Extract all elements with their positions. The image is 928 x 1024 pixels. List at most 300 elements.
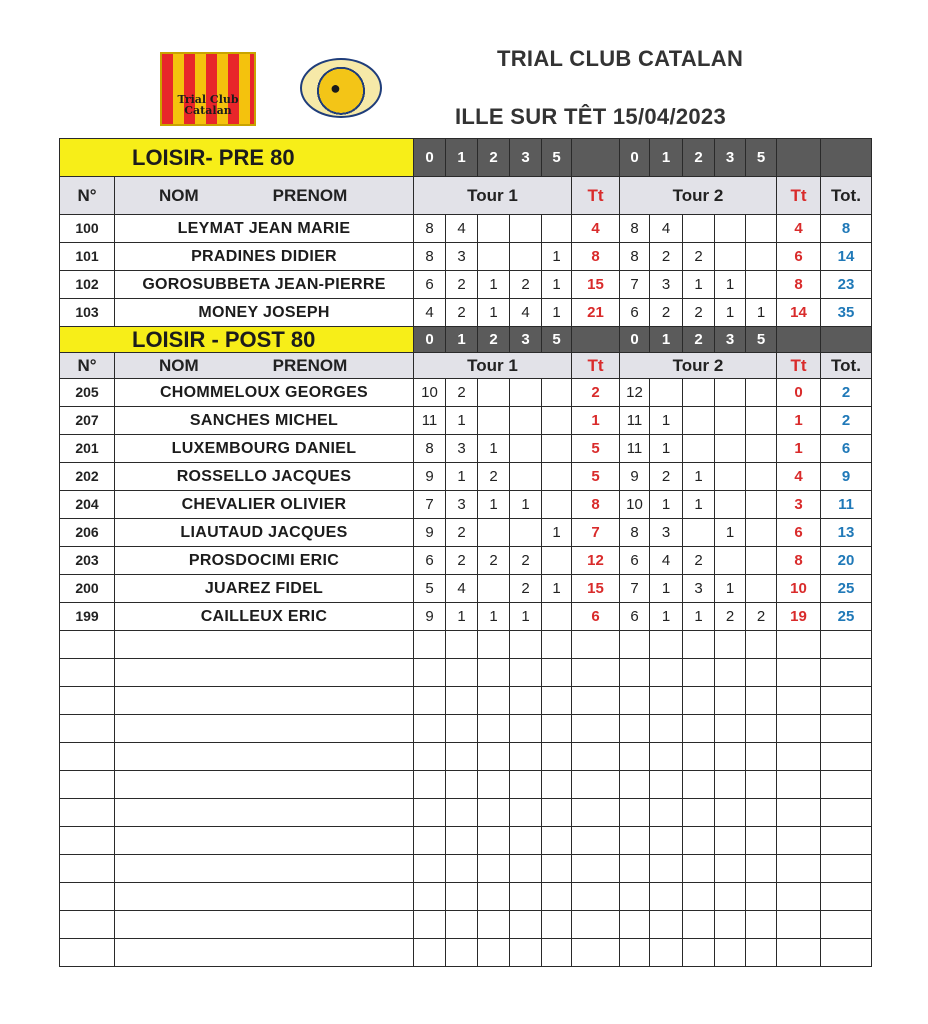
tour2-count: 3 [650, 519, 683, 547]
tour1-count: 1 [478, 271, 510, 299]
tour2-subtotal: 1 [777, 435, 821, 463]
empty-cell [542, 659, 572, 687]
penalty-scale-label: 0 [414, 327, 446, 353]
empty-cell [777, 911, 821, 939]
tour1-count: 2 [478, 463, 510, 491]
empty-cell [572, 687, 620, 715]
tour1-count [510, 463, 542, 491]
tour2-subtotal: 6 [777, 519, 821, 547]
tour2-count: 2 [683, 243, 715, 271]
rider-name: CHEVALIER OLIVIER [115, 491, 414, 519]
empty-cell [478, 743, 510, 771]
tour1-count: 11 [414, 407, 446, 435]
empty-cell [715, 659, 746, 687]
rider-name: GOROSUBBETA JEAN-PIERRE [115, 271, 414, 299]
empty-cell [446, 855, 478, 883]
tour1-count: 2 [446, 299, 478, 327]
empty-row [60, 687, 872, 715]
empty-cell [510, 799, 542, 827]
empty-cell [115, 939, 414, 967]
tour1-count: 8 [414, 215, 446, 243]
empty-cell [683, 631, 715, 659]
tour1-subtotal: 15 [572, 575, 620, 603]
rider-name: CAILLEUX ERIC [115, 603, 414, 631]
empty-cell [715, 883, 746, 911]
empty-cell [542, 687, 572, 715]
tour1-count [510, 215, 542, 243]
empty-cell [777, 771, 821, 799]
prenom-label: PRENOM [272, 356, 348, 375]
rider-row [60, 379, 872, 407]
tour1-count: 2 [510, 547, 542, 575]
empty-cell [746, 743, 777, 771]
rider-name: LIAUTAUD JACQUES [115, 519, 414, 547]
tour2-count: 10 [620, 491, 650, 519]
tour2-count [683, 435, 715, 463]
empty-cell [746, 827, 777, 855]
tour2-count [715, 407, 746, 435]
empty-cell [650, 799, 683, 827]
empty-cell [620, 659, 650, 687]
empty-cell [60, 855, 115, 883]
tour1-count [478, 575, 510, 603]
empty-cell [650, 687, 683, 715]
empty-cell [746, 771, 777, 799]
empty-cell [777, 659, 821, 687]
tour2-count [715, 491, 746, 519]
empty-cell [414, 883, 446, 911]
rider-row [60, 547, 872, 575]
tour2-count [715, 435, 746, 463]
empty-cell [821, 911, 872, 939]
tour1-count: 1 [478, 299, 510, 327]
empty-cell [60, 715, 115, 743]
empty-cell [414, 827, 446, 855]
empty-cell [510, 771, 542, 799]
empty-row [60, 743, 872, 771]
empty-cell [821, 855, 872, 883]
tour1-subtotal: 2 [572, 379, 620, 407]
rider-row [60, 271, 872, 299]
empty-row [60, 883, 872, 911]
tour1-subtotal: 4 [572, 215, 620, 243]
rider-number: 207 [60, 407, 115, 435]
tour1-count: 1 [446, 463, 478, 491]
tour1-count [542, 435, 572, 463]
empty-cell [510, 911, 542, 939]
empty-row [60, 827, 872, 855]
empty-cell [446, 659, 478, 687]
penalty-scale-label: 5 [746, 327, 777, 353]
empty-cell [715, 911, 746, 939]
tour2-count [715, 215, 746, 243]
empty-row [60, 715, 872, 743]
empty-cell [542, 799, 572, 827]
empty-cell [115, 883, 414, 911]
tour2-count: 12 [620, 379, 650, 407]
empty-cell [572, 883, 620, 911]
tour1-count: 3 [446, 491, 478, 519]
empty-cell [650, 939, 683, 967]
tour1-count: 5 [414, 575, 446, 603]
tour2-count [746, 407, 777, 435]
tour2-subtotal: 19 [777, 603, 821, 631]
rider-row [60, 491, 872, 519]
tour2-count: 1 [746, 299, 777, 327]
tour2-count: 1 [650, 575, 683, 603]
tour1-subtotal: 8 [572, 243, 620, 271]
penalty-scale-label: 3 [715, 139, 746, 177]
empty-cell [620, 911, 650, 939]
empty-cell [620, 631, 650, 659]
empty-cell [683, 743, 715, 771]
empty-cell [414, 631, 446, 659]
tour2-count [715, 379, 746, 407]
empty-cell [620, 799, 650, 827]
empty-cell [746, 799, 777, 827]
empty-cell [446, 939, 478, 967]
empty-cell [60, 687, 115, 715]
rider-total: 9 [821, 463, 872, 491]
tour2-count [746, 519, 777, 547]
empty-cell [414, 771, 446, 799]
empty-cell [620, 883, 650, 911]
tour1-count [542, 215, 572, 243]
tour2-count: 3 [683, 575, 715, 603]
empty-cell [414, 911, 446, 939]
rider-name: ROSSELLO JACQUES [115, 463, 414, 491]
empty-cell [414, 743, 446, 771]
rider-number: 103 [60, 299, 115, 327]
tour2-subtotal: 10 [777, 575, 821, 603]
rider-number: 205 [60, 379, 115, 407]
empty-cell [510, 659, 542, 687]
scale-spacer [821, 139, 872, 177]
penalty-scale-label: 0 [414, 139, 446, 177]
tour1-count: 4 [510, 299, 542, 327]
penalty-scale-label: 5 [542, 139, 572, 177]
tour1-count: 1 [542, 271, 572, 299]
empty-cell [777, 883, 821, 911]
penalty-scale-label: 0 [620, 327, 650, 353]
tour2-count: 1 [715, 575, 746, 603]
tour1-count [542, 603, 572, 631]
tour1-count: 2 [510, 575, 542, 603]
empty-cell [777, 939, 821, 967]
tt2-column-header: Tt [777, 353, 821, 379]
tour1-count [510, 379, 542, 407]
empty-cell [650, 827, 683, 855]
penalty-scale-label: 1 [650, 327, 683, 353]
empty-cell [414, 855, 446, 883]
tour2-count: 1 [715, 271, 746, 299]
penalty-scale-label: 2 [683, 139, 715, 177]
empty-cell [650, 631, 683, 659]
empty-cell [542, 911, 572, 939]
empty-cell [115, 911, 414, 939]
tour2-count [683, 519, 715, 547]
tour2-count: 2 [683, 299, 715, 327]
empty-cell [510, 715, 542, 743]
tour2-count: 2 [650, 463, 683, 491]
tour1-count: 1 [478, 491, 510, 519]
penalty-scale-label: 1 [446, 327, 478, 353]
empty-cell [620, 743, 650, 771]
tour1-count: 8 [414, 243, 446, 271]
rider-row [60, 407, 872, 435]
tour1-subtotal: 1 [572, 407, 620, 435]
tour1-count: 6 [414, 271, 446, 299]
empty-cell [715, 771, 746, 799]
tour1-count [478, 243, 510, 271]
rider-name: PRADINES DIDIER [115, 243, 414, 271]
tour2-count [715, 547, 746, 575]
tour2-subtotal: 14 [777, 299, 821, 327]
empty-cell [821, 687, 872, 715]
empty-cell [446, 771, 478, 799]
tour2-count: 6 [620, 299, 650, 327]
empty-cell [115, 771, 414, 799]
empty-cell [478, 687, 510, 715]
tour1-count: 6 [414, 547, 446, 575]
tour1-count: 7 [414, 491, 446, 519]
empty-cell [715, 827, 746, 855]
empty-cell [478, 799, 510, 827]
tour2-count: 7 [620, 271, 650, 299]
rider-number: 200 [60, 575, 115, 603]
empty-row [60, 771, 872, 799]
tour2-count: 2 [746, 603, 777, 631]
tour1-count: 1 [478, 435, 510, 463]
number-column-header: N° [60, 353, 115, 379]
tour1-count: 9 [414, 463, 446, 491]
tour2-count [715, 463, 746, 491]
tour2-subtotal: 6 [777, 243, 821, 271]
tour2-count: 2 [683, 547, 715, 575]
category-header-row [60, 139, 872, 177]
tour1-count: 2 [446, 379, 478, 407]
empty-cell [510, 631, 542, 659]
tour2-count: 2 [650, 299, 683, 327]
empty-cell [746, 855, 777, 883]
tour1-count: 1 [446, 603, 478, 631]
empty-cell [821, 631, 872, 659]
rider-row [60, 575, 872, 603]
tour1-count: 1 [542, 519, 572, 547]
rider-name: SANCHES MICHEL [115, 407, 414, 435]
empty-cell [478, 939, 510, 967]
empty-cell [777, 715, 821, 743]
empty-cell [572, 799, 620, 827]
empty-cell [821, 771, 872, 799]
tour2-count: 8 [620, 243, 650, 271]
trial-club-catalan-logo [160, 52, 256, 126]
penalty-scale-label: 3 [510, 139, 542, 177]
empty-cell [746, 939, 777, 967]
empty-cell [715, 687, 746, 715]
tour2-count [746, 575, 777, 603]
tour1-count: 3 [446, 435, 478, 463]
empty-cell [620, 771, 650, 799]
empty-cell [572, 631, 620, 659]
tour2-count: 8 [620, 215, 650, 243]
empty-cell [60, 827, 115, 855]
empty-cell [821, 799, 872, 827]
tour1-subtotal: 8 [572, 491, 620, 519]
tour1-subtotal: 6 [572, 603, 620, 631]
tour2-count [650, 379, 683, 407]
empty-cell [620, 855, 650, 883]
empty-cell [746, 883, 777, 911]
tour2-count: 1 [650, 603, 683, 631]
tour1-column-header: Tour 1 [414, 177, 572, 215]
empty-cell [414, 939, 446, 967]
tour1-subtotal: 7 [572, 519, 620, 547]
moto-club-badge-logo [300, 58, 382, 118]
tour2-count [746, 491, 777, 519]
tour1-subtotal: 21 [572, 299, 620, 327]
empty-cell [683, 715, 715, 743]
empty-cell [115, 715, 414, 743]
category-title: LOISIR- PRE 80 [60, 139, 414, 177]
tour1-count: 1 [510, 491, 542, 519]
rider-name: LEYMAT JEAN MARIE [115, 215, 414, 243]
category-header-row [60, 327, 872, 353]
tour1-count: 2 [446, 271, 478, 299]
empty-cell [115, 687, 414, 715]
empty-cell [715, 799, 746, 827]
empty-cell [60, 743, 115, 771]
rider-number: 199 [60, 603, 115, 631]
empty-cell [446, 687, 478, 715]
empty-cell [414, 715, 446, 743]
penalty-scale-label: 3 [715, 327, 746, 353]
rider-number: 201 [60, 435, 115, 463]
tour1-count: 1 [542, 243, 572, 271]
tour2-count: 1 [683, 491, 715, 519]
tour2-column-header: Tour 2 [620, 177, 777, 215]
empty-cell [650, 715, 683, 743]
category-title: LOISIR - POST 80 [60, 327, 414, 353]
empty-cell [777, 855, 821, 883]
tour2-count [715, 243, 746, 271]
tour2-count: 4 [650, 215, 683, 243]
rider-row [60, 519, 872, 547]
tour2-column-header: Tour 2 [620, 353, 777, 379]
tour1-count: 4 [446, 575, 478, 603]
empty-cell [650, 855, 683, 883]
tour1-count [478, 379, 510, 407]
empty-cell [746, 911, 777, 939]
tour1-count: 2 [510, 271, 542, 299]
tour2-subtotal: 4 [777, 215, 821, 243]
empty-cell [777, 799, 821, 827]
number-column-header: N° [60, 177, 115, 215]
empty-cell [821, 827, 872, 855]
rider-total: 13 [821, 519, 872, 547]
rider-row [60, 603, 872, 631]
tour2-count: 2 [650, 243, 683, 271]
penalty-scale-label: 1 [446, 139, 478, 177]
empty-cell [683, 687, 715, 715]
rider-total: 2 [821, 379, 872, 407]
penalty-scale-label: 3 [510, 327, 542, 353]
empty-cell [542, 743, 572, 771]
nom-label: NOM [159, 356, 199, 375]
tour1-count: 9 [414, 519, 446, 547]
empty-cell [510, 883, 542, 911]
tour1-count [478, 407, 510, 435]
tour2-count: 6 [620, 547, 650, 575]
total-column-header: Tot. [821, 177, 872, 215]
empty-cell [746, 687, 777, 715]
penalty-scale-label: 1 [650, 139, 683, 177]
name-column-header [115, 177, 414, 215]
empty-cell [542, 855, 572, 883]
empty-cell [572, 939, 620, 967]
logo-text: Trial Club Catalan [177, 93, 239, 117]
tour2-subtotal: 3 [777, 491, 821, 519]
tour2-subtotal: 8 [777, 547, 821, 575]
tour1-count [510, 243, 542, 271]
penalty-scale-label: 2 [683, 327, 715, 353]
rider-row [60, 435, 872, 463]
rider-total: 11 [821, 491, 872, 519]
empty-cell [683, 827, 715, 855]
empty-cell [650, 771, 683, 799]
tour2-count: 2 [715, 603, 746, 631]
rider-row [60, 299, 872, 327]
empty-cell [542, 827, 572, 855]
empty-cell [572, 659, 620, 687]
total-column-header: Tot. [821, 353, 872, 379]
scale-spacer [777, 327, 821, 353]
empty-cell [478, 715, 510, 743]
tour1-count: 1 [446, 407, 478, 435]
rider-name: MONEY JOSEPH [115, 299, 414, 327]
empty-cell [683, 939, 715, 967]
tour1-column-header: Tour 1 [414, 353, 572, 379]
empty-cell [446, 715, 478, 743]
tour1-subtotal: 5 [572, 463, 620, 491]
empty-cell [446, 827, 478, 855]
empty-row [60, 855, 872, 883]
tour2-count: 11 [620, 407, 650, 435]
tour2-count [746, 271, 777, 299]
tour2-count: 1 [683, 463, 715, 491]
tour2-subtotal: 8 [777, 271, 821, 299]
column-header-row [60, 353, 872, 379]
empty-cell [414, 799, 446, 827]
tour2-count: 1 [650, 435, 683, 463]
results-table [59, 138, 872, 967]
empty-row [60, 911, 872, 939]
rider-total: 14 [821, 243, 872, 271]
rider-icon: ● [330, 78, 341, 98]
tour1-count: 4 [414, 299, 446, 327]
empty-cell [542, 715, 572, 743]
tour1-count: 9 [414, 603, 446, 631]
empty-cell [572, 855, 620, 883]
empty-cell [60, 883, 115, 911]
empty-cell [60, 799, 115, 827]
tour1-count [510, 435, 542, 463]
rider-number: 202 [60, 463, 115, 491]
empty-cell [115, 659, 414, 687]
empty-cell [572, 743, 620, 771]
empty-row [60, 939, 872, 967]
tour1-count [542, 547, 572, 575]
